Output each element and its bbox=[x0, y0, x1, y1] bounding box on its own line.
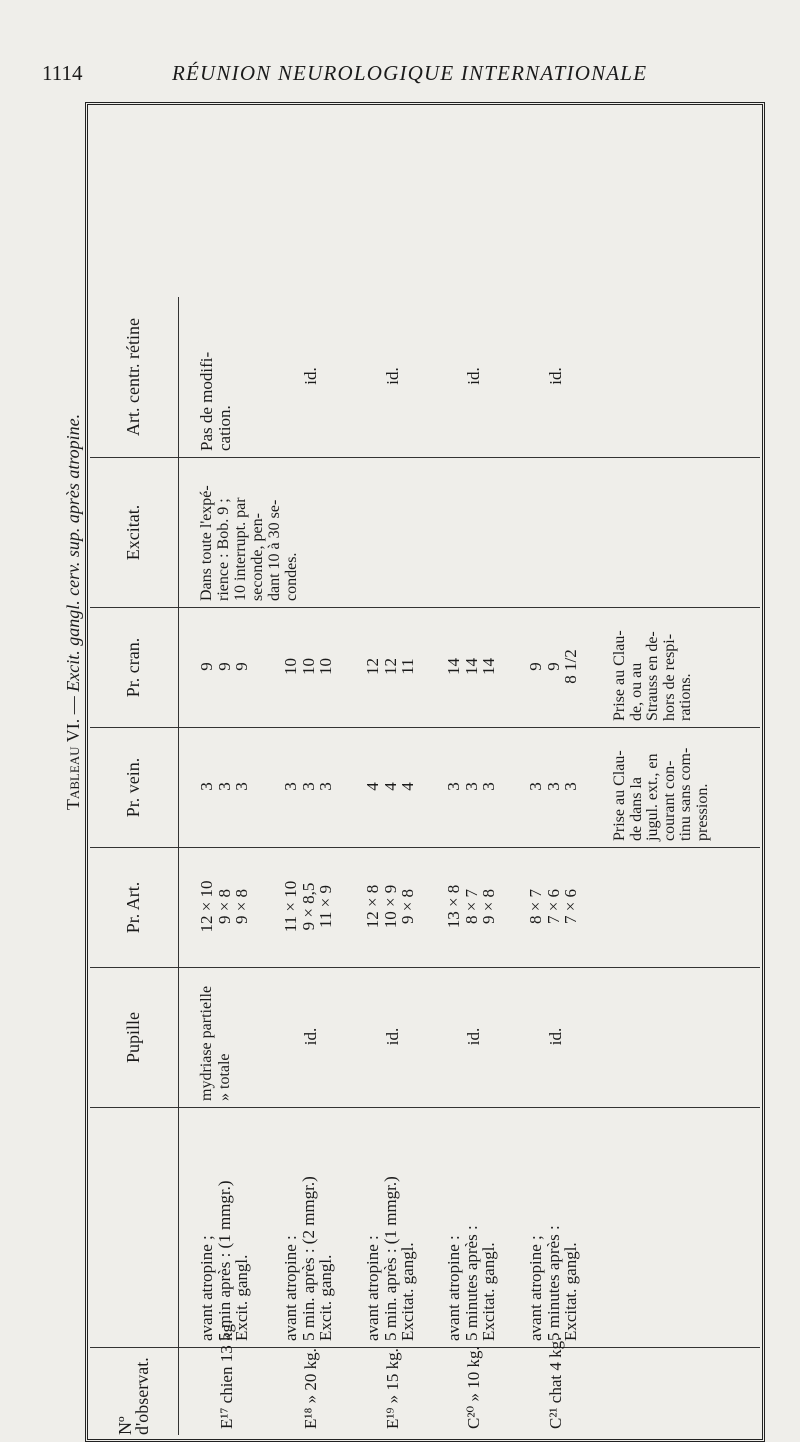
cond-3-0: avant atropine : bbox=[444, 1235, 463, 1341]
header-conditions bbox=[90, 1108, 179, 1347]
header-obs: Nº d'observat. bbox=[90, 1348, 179, 1435]
vein-0-0: 3 bbox=[197, 782, 216, 791]
vein-3-2: 3 bbox=[479, 782, 498, 791]
vein-group-1 bbox=[282, 732, 335, 841]
cond-group-0 bbox=[198, 1112, 251, 1341]
cond-4-0: avant atropine ; bbox=[526, 1235, 545, 1341]
cran-group-2 bbox=[364, 612, 417, 721]
art-2-1: 10 × 9 bbox=[380, 884, 400, 929]
cran-note-1: de, ou au bbox=[627, 662, 645, 721]
vein-3-1: 3 bbox=[461, 782, 481, 791]
retine-0 bbox=[198, 301, 233, 451]
art-0-1: 9 × 8 bbox=[214, 888, 234, 925]
cran-group-1 bbox=[282, 612, 335, 721]
cran-note-4: rations. bbox=[677, 673, 694, 721]
vein-1-2: 3 bbox=[316, 782, 335, 791]
cran-1-2: 10 bbox=[316, 658, 335, 675]
pupille-0 bbox=[198, 972, 233, 1101]
header-excitat: Excitat. bbox=[90, 458, 179, 607]
cond-4-1: 5 minutes après : bbox=[543, 1225, 563, 1341]
cran-3-2: 14 bbox=[479, 658, 498, 675]
cran-note-3: hors de respi- bbox=[660, 633, 678, 721]
vein-4-0: 3 bbox=[526, 782, 545, 791]
art-4-1: 7 × 6 bbox=[543, 888, 563, 925]
vein-group-4 bbox=[527, 732, 580, 841]
header-pr-cran: Pr. cran. bbox=[90, 608, 179, 727]
vein-2-0: 4 bbox=[363, 782, 382, 791]
cran-group-4 bbox=[527, 612, 580, 721]
cran-1-1: 10 bbox=[298, 658, 318, 675]
cond-3-2: Excitat. gangl. bbox=[479, 1242, 498, 1341]
excitat-note bbox=[198, 462, 300, 601]
excitat-note-4: dant 10 à 30 se- bbox=[266, 499, 283, 601]
retine-0-1: cation. bbox=[214, 405, 234, 451]
cond-2-1: 5 min. après : (1 mmgr.) bbox=[380, 1176, 400, 1341]
art-1-0: 11 × 10 bbox=[281, 880, 300, 933]
cond-1-1: 5 min. après : (2 mmgr.) bbox=[298, 1176, 318, 1341]
col-pr-art bbox=[90, 847, 760, 967]
vein-4-2: 3 bbox=[561, 782, 580, 791]
pupille-0-1: » totale bbox=[215, 1053, 233, 1101]
cond-group-3 bbox=[445, 1112, 498, 1341]
cran-4-2: 8 1/2 bbox=[561, 649, 580, 684]
excitat-note-1: rience : Bob. 9 ; bbox=[215, 498, 232, 601]
header-retine: Art. centr. rétine bbox=[90, 297, 179, 457]
col-obs bbox=[90, 1319, 760, 1435]
vein-note bbox=[612, 732, 711, 841]
running-head: RÉUNION NEUROLOGIQUE INTERNATIONALE bbox=[172, 61, 648, 85]
obs-1: E¹⁸ » 20 kg. bbox=[301, 1348, 320, 1429]
art-3-0: 13 × 8 bbox=[444, 884, 463, 929]
excitat-note-3: seconde, pen- bbox=[249, 513, 266, 601]
caption-label: Tableau VI. bbox=[63, 718, 83, 811]
art-3-1: 8 × 7 bbox=[461, 888, 481, 925]
pupille-2: id. bbox=[383, 1027, 402, 1046]
col-excitat bbox=[90, 457, 760, 607]
cran-2-2: 11 bbox=[398, 658, 417, 675]
cond-0-0: avant atropine ; bbox=[197, 1235, 216, 1341]
obs-0: E¹⁷ chien 13 kg. bbox=[217, 1319, 236, 1429]
col-pr-cran bbox=[90, 607, 760, 727]
cran-group-3 bbox=[445, 612, 498, 721]
cran-note bbox=[612, 612, 695, 721]
cran-0-0: 9 bbox=[197, 662, 216, 671]
vein-note-3: courant con- bbox=[660, 760, 678, 841]
vein-note-4: tinu sans com- bbox=[677, 747, 694, 841]
retine-4: id. bbox=[546, 367, 565, 385]
col-pupille bbox=[90, 967, 760, 1107]
art-1-2: 11 × 9 bbox=[316, 885, 335, 928]
caption-title: Excit. gangl. cerv. sup. après atropine. bbox=[63, 413, 83, 692]
retine-1: id. bbox=[301, 367, 320, 385]
obs-4: C²¹ chat 4 kg. bbox=[546, 1336, 565, 1429]
pupille-3: id. bbox=[464, 1027, 483, 1046]
art-group-4 bbox=[527, 852, 580, 961]
cran-0-1: 9 bbox=[214, 662, 234, 671]
retine-0-0: Pas de modifi- bbox=[197, 351, 216, 451]
cond-2-0: avant atropine : bbox=[363, 1235, 382, 1341]
vein-note-2: jugul. ext., en bbox=[644, 753, 661, 841]
art-group-2 bbox=[364, 852, 417, 961]
cond-4-2: Excitat. gangl. bbox=[561, 1242, 580, 1341]
header-pupille: Pupille bbox=[90, 968, 179, 1107]
vein-4-1: 3 bbox=[543, 782, 563, 791]
vein-1-0: 3 bbox=[281, 782, 300, 791]
vein-1-1: 3 bbox=[298, 782, 318, 791]
cran-note-0: Prise au Clau- bbox=[611, 630, 628, 721]
cran-3-1: 14 bbox=[461, 658, 481, 675]
vein-2-2: 4 bbox=[398, 782, 417, 791]
cond-1-0: avant atropine : bbox=[281, 1235, 300, 1341]
art-3-2: 9 × 8 bbox=[479, 888, 498, 925]
vein-group-0 bbox=[198, 732, 251, 841]
excitat-note-5: condes. bbox=[283, 552, 300, 601]
obs-3: C²⁰ » 10 kg. bbox=[464, 1346, 483, 1429]
pupille-4: id. bbox=[546, 1027, 565, 1046]
cran-2-1: 12 bbox=[380, 658, 400, 675]
cran-4-1: 9 bbox=[543, 662, 563, 671]
header-pr-vein: Pr. vein. bbox=[90, 728, 179, 847]
cran-0-2: 9 bbox=[232, 662, 251, 671]
art-group-3 bbox=[445, 852, 498, 961]
cond-1-2: Excit. gangl. bbox=[316, 1254, 335, 1341]
cran-note-2: Strauss en de- bbox=[644, 631, 661, 721]
page-number: 1114 bbox=[42, 61, 83, 85]
art-2-0: 12 × 8 bbox=[363, 884, 382, 929]
vein-3-0: 3 bbox=[444, 782, 463, 791]
art-0-0: 12 × 10 bbox=[197, 880, 216, 933]
cran-1-0: 10 bbox=[281, 658, 300, 675]
vein-0-1: 3 bbox=[214, 782, 234, 791]
cond-group-4 bbox=[527, 1112, 580, 1341]
cond-0-1: 5 min après : (1 mmgr.) bbox=[214, 1180, 234, 1341]
cran-4-0: 9 bbox=[526, 662, 545, 671]
cond-3-1: 5 minutes après : bbox=[461, 1225, 481, 1341]
vein-group-3 bbox=[445, 732, 498, 841]
art-4-2: 7 × 6 bbox=[561, 888, 580, 925]
col-conditions bbox=[90, 1107, 760, 1347]
excitat-note-2: 10 interrupt. par bbox=[232, 497, 249, 601]
pupille-0-0: mydriase partielle bbox=[198, 985, 215, 1101]
art-2-2: 9 × 8 bbox=[398, 888, 417, 925]
cond-group-2 bbox=[364, 1112, 417, 1341]
cond-2-2: Excitat. gangl. bbox=[398, 1242, 417, 1341]
art-0-2: 9 × 8 bbox=[232, 888, 251, 925]
pupille-1: id. bbox=[301, 1027, 320, 1046]
cond-0-2: Excit. gangl. bbox=[232, 1254, 251, 1341]
data-table bbox=[90, 110, 760, 1435]
obs-2: E¹⁹ » 15 kg. bbox=[383, 1348, 402, 1429]
table-caption: Tableau VI. — Excit. gangl. cerv. sup. après atropine. bbox=[63, 413, 83, 811]
art-group-0 bbox=[198, 852, 251, 961]
cran-group-0 bbox=[198, 612, 251, 721]
cond-group-1 bbox=[282, 1112, 335, 1341]
header-pr-art: Pr. Art. bbox=[90, 848, 179, 967]
vein-2-1: 4 bbox=[380, 782, 400, 791]
vein-0-2: 3 bbox=[232, 782, 251, 791]
vein-note-5: pression. bbox=[693, 783, 711, 841]
art-4-0: 8 × 7 bbox=[526, 888, 545, 925]
vein-group-2 bbox=[364, 732, 417, 841]
vein-note-0: Prise au Clau- bbox=[611, 750, 628, 841]
vein-note-1: de dans la bbox=[627, 777, 645, 841]
cran-3-0: 14 bbox=[444, 658, 463, 675]
art-1-1: 9 × 8,5 bbox=[298, 882, 318, 931]
retine-3: id. bbox=[464, 367, 483, 385]
retine-2: id. bbox=[383, 367, 402, 385]
art-group-1 bbox=[282, 852, 335, 961]
cran-2-0: 12 bbox=[363, 658, 382, 675]
col-retine bbox=[90, 297, 760, 457]
excitat-note-0: Dans toute l'expé- bbox=[198, 485, 215, 601]
col-pr-vein bbox=[90, 727, 760, 847]
